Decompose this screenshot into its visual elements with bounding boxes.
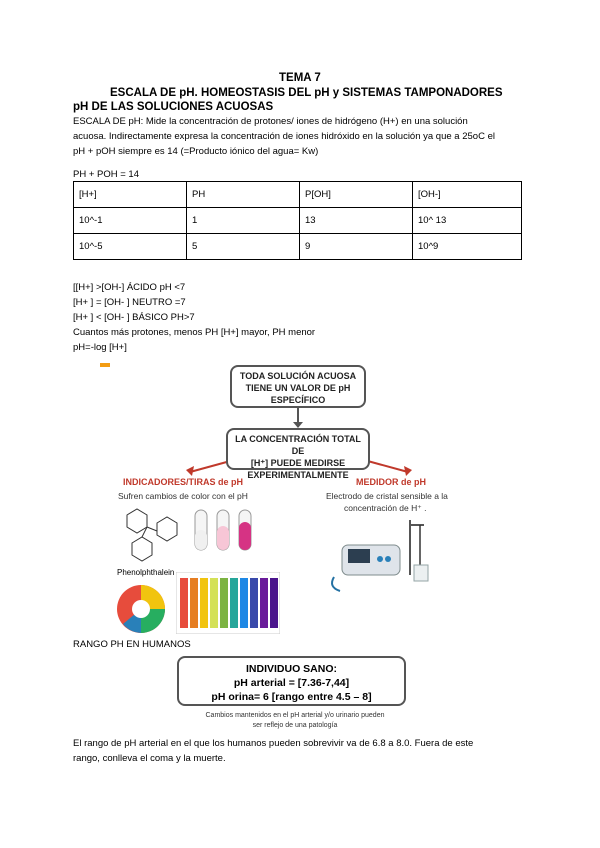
table-cell: 5: [187, 234, 300, 260]
healthy-individual-box: [177, 656, 406, 706]
phenolphthalein-molecule-icon: [112, 505, 187, 565]
healthy-note: [185, 711, 405, 731]
ph-formula: PH + POH = 14: [73, 169, 140, 180]
healthy-arterial: pH arterial = [7.36-7,44]: [233, 677, 350, 689]
table-header: P[OH]: [300, 182, 413, 208]
box-line: TIENE UN VALOR DE pH: [245, 383, 351, 393]
table-cell: 10^ 13: [413, 208, 522, 234]
ph-meter-icon: [322, 515, 442, 595]
intro-line: acuosa. Indirectamente expresa la concentración de iones hidróxido en la solución ya que a 25oC el: [73, 131, 495, 142]
box-line: EXPERIMENTALMENTE: [247, 470, 349, 480]
box-line: [H⁺] PUEDE MEDIRSE: [250, 458, 346, 468]
table-header: PH: [187, 182, 300, 208]
table-cell: 10^-1: [74, 208, 187, 234]
rule-basic: [H+ ] < [OH- ] BÁSICO PH>7: [73, 312, 195, 323]
page-title: ESCALA DE pH. HOMEOSTASIS DEL pH y SISTEMAS TAMPONADORES: [110, 87, 503, 99]
healthy-urine: pH orina= 6 [rango entre 4.5 – 8]: [211, 691, 372, 703]
meter-subtitle-2: concentración de H⁺ .: [344, 503, 427, 513]
intro-line: pH + pOH siempre es 14 (=Producto iónico del agua= Kw): [73, 146, 319, 157]
rule-neutral: [H+ ] = [OH- ] NEUTRO =7: [73, 297, 186, 308]
table-header: [OH-]: [413, 182, 522, 208]
note-line: ser reflejo de una patología: [252, 722, 338, 729]
topic-number: TEMA 7: [279, 72, 321, 84]
meter-title: MEDIDOR de pH: [356, 477, 427, 487]
table-header: [H+]: [74, 182, 187, 208]
box-line: TODA SOLUCIÓN ACUOSA: [239, 371, 357, 381]
intro-line: ESCALA DE pH: Mide la concentración de protones/ iones de hidrógeno (H+) en una solución: [73, 116, 468, 127]
table-cell: 10^9: [413, 234, 522, 260]
box-line: LA CONCENTRACIÓN TOTAL DE: [235, 434, 361, 456]
note-line: Cambios mantenidos en el pH arterial y/o urinario pueden: [205, 712, 385, 719]
arrow-right-icon: [364, 460, 408, 472]
test-tubes-icon: [190, 508, 260, 558]
ph-paper-wheel-icon: [113, 584, 171, 634]
range-heading: RANGO PH EN HUMANOS: [73, 639, 191, 650]
table-cell: 1: [187, 208, 300, 234]
table-cell: 10^-5: [74, 234, 187, 260]
section-title: pH DE LAS SOLUCIONES ACUOSAS: [73, 101, 274, 113]
table-cell: 9: [300, 234, 413, 260]
healthy-title: INDIVIDUO SANO:: [245, 663, 337, 675]
table-cell: 13: [300, 208, 413, 234]
indicators-title: INDICADORES/TIRAS de pH: [123, 477, 244, 487]
box-line: ESPECÍFICO: [270, 395, 326, 405]
closing-paragraph: [73, 736, 533, 766]
closing-line: rango, conlleva el coma y la muerte.: [73, 753, 226, 764]
rule-acid: [[H+] >[OH-] ÁCIDO pH <7: [73, 282, 186, 293]
phenolphthalein-label: Phenolphthalein: [117, 568, 175, 577]
rule-log: pH=-log [H+]: [73, 342, 127, 353]
closing-line: El rango de pH arterial en el que los humanos pueden sobrevivir va de 6.8 a 8.0. Fuera de este: [73, 738, 474, 749]
diagram-box-concentration: [226, 428, 370, 480]
rule-protons: Cuantos más protones, menos PH [H+] mayor, PH menor: [73, 327, 316, 338]
indicator-color-chart-icon: [176, 572, 280, 634]
meter-subtitle-1: Electrodo de cristal sensible a la: [326, 491, 448, 501]
indicators-subtitle: Sufren cambios de color con el pH: [118, 491, 248, 501]
